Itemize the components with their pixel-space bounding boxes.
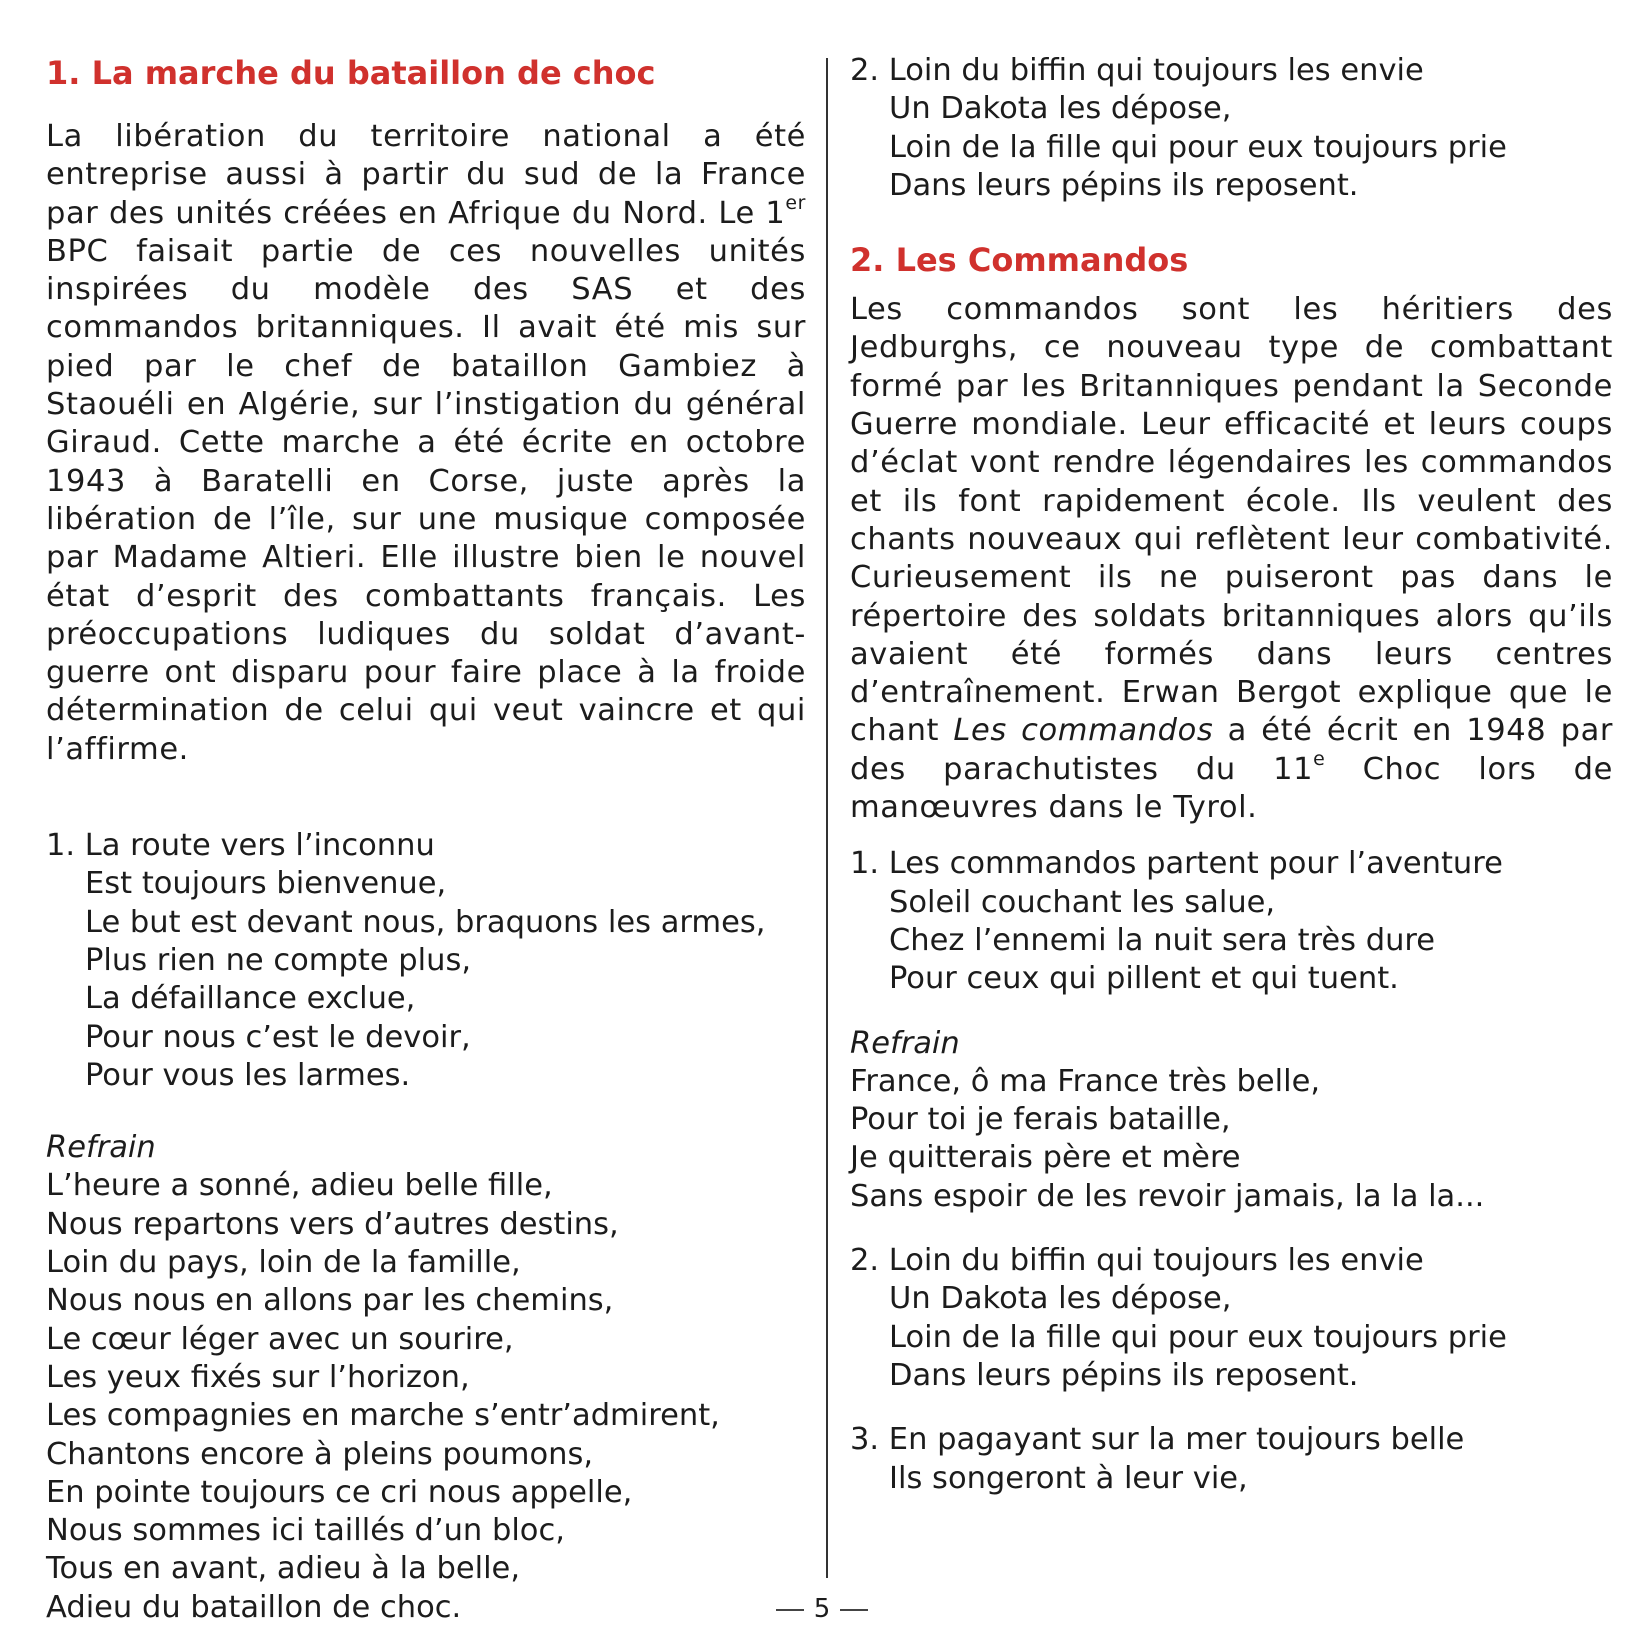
lyric-line: Le but est devant nous, braquons les armes, <box>85 904 766 940</box>
refrain-title: Refrain <box>850 1025 960 1061</box>
lyric-line: Est toujours bienvenue, <box>85 866 447 902</box>
verse-3-commandos <box>850 1421 1613 1498</box>
section-heading-commandos: 2. Les Commandos <box>850 241 1189 280</box>
lyric-line: Loin du pays, loin de la famille, <box>46 1245 521 1281</box>
lyric-line: Pour toi je ferais bataille, <box>850 1102 1231 1138</box>
lyric-line: 2. Loin du biffin qui toujours les envie <box>850 53 1424 88</box>
lyric-line: Les yeux fixés sur l’horizon, <box>46 1359 470 1395</box>
lyric-line: Nous sommes ici taillés d’un bloc, <box>46 1513 565 1549</box>
lyric-line: Ils songeront à leur vie, <box>889 1460 1248 1496</box>
lyric-line: Plus rien ne compte plus, <box>85 942 472 978</box>
lyric-line: Dans leurs pépins ils reposent. <box>889 167 1359 203</box>
lyric-line: Un Dakota les dépose, <box>889 91 1232 127</box>
lyric-line: Un Dakota les dépose, <box>889 1281 1232 1317</box>
lyric-line: Soleil couchant les salue, <box>889 884 1276 920</box>
page-footer <box>0 1594 1644 1624</box>
lyric-line: Dans leurs pépins ils reposent. <box>889 1357 1359 1393</box>
lyric-line: Les compagnies en marche s’entr’admirent, <box>46 1398 720 1434</box>
footer-dash-right <box>840 1609 868 1611</box>
refrain-bataillon <box>46 1129 806 1627</box>
verse-1-bataillon <box>46 827 806 1095</box>
lyric-line: La défaillance exclue, <box>85 981 416 1017</box>
intro-paragraph-bataillon: La libération du territoire national a été entreprise aussi à partir du sud de la France par des unités créées en Afrique du Nord. Le 1er BPC faisait partie de ces nouvelles unités inspirées du modèle des SAS et des commandos britanniques. Il avait été mis sur pied par le chef de bataillon Gambiez à Staouéli en Algérie, sur l’instigation du général Giraud. Cette marche a été écrite en octobre 1943 à Baratelli en Corse, juste après la libération de l’île, sur une musique composée par Madame Altieri. Elle illustre bien le nouvel état d’esprit des combattants français. Les préoccupations ludiques du soldat d’avant-guerre ont disparu pour faire place à la froide détermination de celui qui veut vaincre et qui l’affirme. <box>46 119 806 767</box>
lyric-line: En pointe toujours ce cri nous appelle, <box>46 1474 633 1510</box>
lyric-line: Nous nous en allons par les chemins, <box>46 1283 614 1319</box>
lyric-line: 3. En pagayant sur la mer toujours belle <box>850 1422 1465 1458</box>
verse-2-bataillon <box>850 52 1613 205</box>
lyric-line: 1. Les commandos partent pour l’aventure <box>850 846 1503 882</box>
lyric-line: Je quitterais père et mère <box>850 1140 1241 1176</box>
intro-paragraph-commandos: Les commandos sont les héritiers des Jedburghs, ce nouveau type de combattant formé par les Britanniques pendant la Seconde Guerre mondiale. Leur efficacité et leurs coups d’éclat vont rendre légendaires les commandos et ils font rapidement école. Ils veulent des chants nouveaux qui reflètent leur combativité. Curieusement ils ne puiseront pas dans le répertoire des soldats britanniques alors qu’ils avaient été formés dans leurs centres d’entraînement. Erwan Bergot explique que le chant Les commandos a été écrit en 1948 par des parachutistes du 11e Choc lors de manœuvres dans le Tyrol. <box>850 292 1613 826</box>
footer-dash-left <box>776 1609 804 1611</box>
lyric-line: Tous en avant, adieu à la belle, <box>46 1551 521 1587</box>
song-title-italic: Les commandos <box>953 713 1214 749</box>
right-column <box>850 52 1613 1498</box>
lyric-line: Chez l’ennemi la nuit sera très dure <box>889 922 1436 958</box>
lyric-line: Pour nous c’est le devoir, <box>85 1019 471 1055</box>
column-divider <box>826 58 828 1578</box>
lyric-line: 2. Loin du biffin qui toujours les envie <box>850 1243 1424 1279</box>
lyric-line: Pour vous les larmes. <box>85 1057 411 1093</box>
verse-1-commandos <box>850 845 1613 998</box>
lyric-line: Nous repartons vers d’autres destins, <box>46 1206 619 1242</box>
lyric-line: France, ô ma France très belle, <box>850 1063 1321 1099</box>
verse-2-commandos <box>850 1242 1613 1395</box>
lyric-line: Adieu du bataillon de choc. <box>46 1589 462 1625</box>
refrain-commandos <box>850 1025 1613 1216</box>
lyric-line: Loin de la fille qui pour eux toujours prie <box>889 129 1507 165</box>
lyric-line: Pour ceux qui pillent et qui tuent. <box>889 961 1399 997</box>
lyric-line: Sans espoir de les revoir jamais, la la la... <box>850 1178 1485 1214</box>
lyric-line: L’heure a sonné, adieu belle fille, <box>46 1168 553 1204</box>
left-column <box>46 52 806 1627</box>
lyric-line: 1. La route vers l’inconnu <box>46 828 435 864</box>
section-heading-bataillon: 1. La marche du bataillon de choc <box>46 54 656 92</box>
refrain-title: Refrain <box>46 1130 156 1166</box>
lyric-line: Le cœur léger avec un sourire, <box>46 1321 514 1357</box>
lyric-line: Chantons encore à pleins poumons, <box>46 1436 594 1472</box>
lyric-line: Loin de la fille qui pour eux toujours prie <box>889 1319 1507 1355</box>
page-number: 5 <box>813 1594 831 1624</box>
